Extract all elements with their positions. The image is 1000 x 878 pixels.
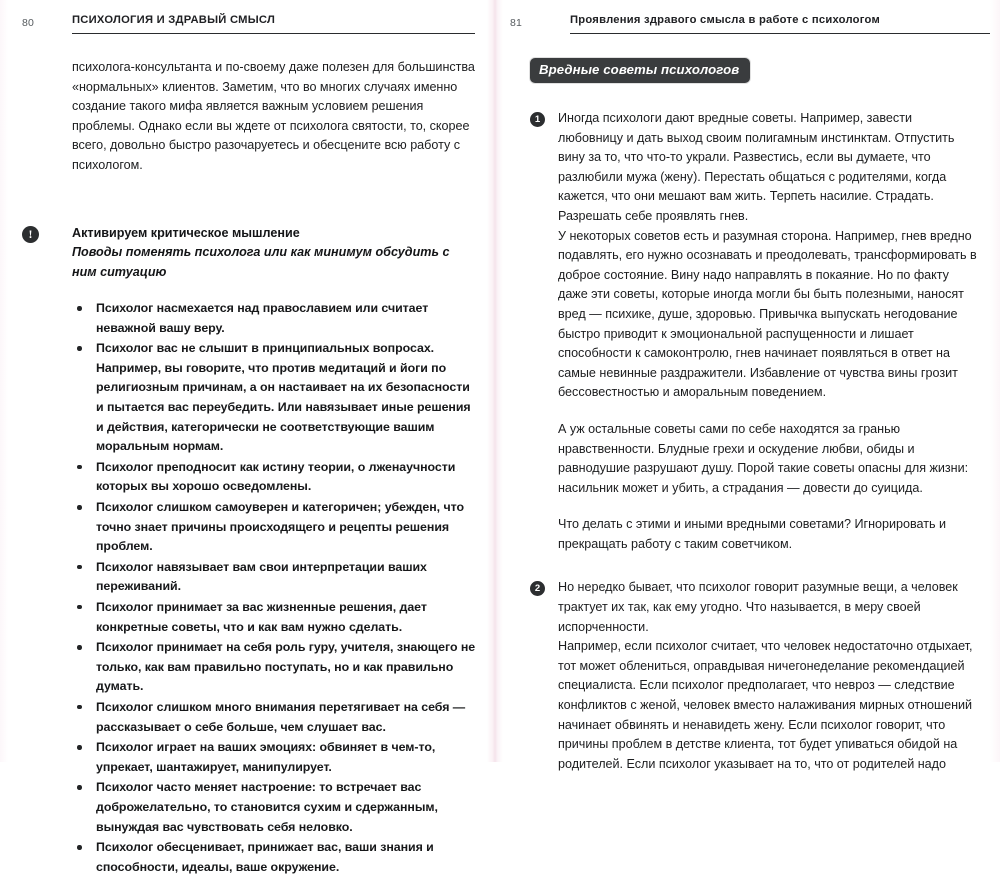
bullet-dot-icon (77, 505, 82, 510)
callout-title: Активируем критическое мышление (72, 225, 300, 240)
list-item (72, 738, 476, 777)
callout-bullet-list (72, 299, 476, 877)
list-item-text: Психолог играет на ваших эмоциях: обвиняет в чем-то, упрекает, шантажирует, манипулирует. (96, 740, 436, 774)
numbered-item-1 (534, 109, 980, 227)
list-item-text: Психолог вас не слышит в принципиальных вопросах. Например, вы говорите, что против медитаций и йоги по религиозным причинам, а он настаивает на их безопасности и пытается вас переубедить. Или навязывает иные решения и действия, категорически не соответствующие вашим моральным нормам. (96, 341, 471, 454)
bullet-dot-icon (77, 346, 82, 351)
list-item (72, 299, 476, 338)
right-running-head (500, 0, 1000, 42)
bullet-dot-icon (77, 645, 82, 650)
item-2-paragraph-2: Например, если психолог считает, что человек недостаточно отдыхает, тот может облениться, оправдывая ничегонеделание рекомендацией специалиста. Если психолог предполагает, что невроз — следствие конфликтов с женой, человек вместо налаживания мирных отношений начинает обвинять и ненавидеть жену. Если психолог говорит, что причины проблем в детстве клиента, тот будет упиваться обидой на родителей. Если психолог указывает на то, что от родителей надо (558, 639, 973, 771)
list-item (72, 698, 476, 737)
bullet-dot-icon (77, 745, 82, 750)
bullet-dot-icon (77, 785, 82, 790)
critical-thinking-callout (28, 224, 476, 878)
list-item (72, 558, 476, 597)
list-item-text: Психолог слишком много внимания перетягивает на себя — рассказывает о себе больше, чем слушает вас. (96, 699, 466, 734)
number-badge-2: 2 (530, 581, 545, 596)
left-running-head (0, 0, 500, 42)
section-heading: Вредные советы психологов (530, 58, 750, 83)
bullet-dot-icon (77, 565, 82, 570)
list-item-text: Психолог обесценивает, принижает вас, ваши знания и способности, идеалы, ваше окружение. (96, 840, 434, 874)
list-item-text: Психолог слишком самоуверен и категоричен; убежден, что точно знает причины происходящего и рецепты решения проблем. (96, 500, 464, 554)
list-item (72, 598, 476, 637)
list-item-text: Психолог преподносит как истину теории, о лженаучности которых вы хорошо осведомлены. (96, 459, 456, 494)
bullet-dot-icon (77, 306, 82, 311)
list-item-text: Психолог навязывает вам свои интерпретации ваших переживаний. (96, 559, 427, 594)
left-page (0, 0, 500, 874)
right-running-head-title: Проявления здравого смысла в работе с психологом (570, 14, 880, 26)
item-1-paragraph-4: Что делать с этими и иными вредными советами? Игнорировать и прекращать работу с таким советчиком. (558, 517, 947, 551)
left-running-head-rule (72, 33, 475, 34)
right-running-head-rule (570, 33, 990, 34)
exclamation-circle-icon: ! (22, 226, 39, 243)
item-2-paragraph-1: Но нередко бывает, что психолог говорит разумные вещи, а человек трактует их так, как ему угодно. Что называется, в меру своей испорченности. (558, 580, 958, 634)
right-text-column (530, 58, 980, 774)
callout-subtitle: Поводы поменять психолога или как минимум обсудить с ним ситуацию (72, 245, 450, 279)
list-item-text: Психолог принимает на себя роль гуру, учителя, знающего не только, как вам правильно поступать, но и как правильно думать. (96, 640, 476, 694)
item-1-paragraph-2: У некоторых советов есть и разумная сторона. Например, гнев вредно подавлять, его нужно осознавать и преодолевать, трансформировать в доброе состояние. Вину надо направлять в покаяние. Но по факту даже эти советы, которые иногда могли бы быть полезными, наносят вред — психике, душе, здоровью. Привычка выпускать негодование быстро приводит к эмоциональной распущенности и лишает способности к самоконтролю, гнев начинает появляться в ответ на самые невинные раздражители. Избавление от чувства вины грозит бессовестностью и аморальным поведением. (558, 228, 977, 400)
numbered-item-2 (534, 578, 980, 637)
left-body-paragraph: психолога-консультанта и по-своему даже полезен для большинства «нормальных» клиентов. Заметим, что во многих случаях именно создание такого мифа является важным условием решения проблемы. Однако если вы ждете от психолога святости, то, скорее всего, довольно быстро разочаруетесь и обесцените всю работу с психологом. (72, 60, 475, 172)
list-item-text: Психолог принимает за вас жизненные решения, дает конкретные советы, что и как вам нужно сделать. (96, 599, 427, 634)
section-heading-chip-wrap (530, 58, 980, 83)
item-1-paragraph-1: Иногда психологи дают вредные советы. Например, завести любовницу и дать выход своим полигамным инстинктам. Отпустить вину за то, что что-то украли. Развестись, если вы думаете, что разлюбили мужа (жену). Перестать общаться с родителями, когда кажется, что они мешают вам жить. Терпеть насилие. Страдать. Разрешать себе проявлять гнев. (558, 111, 955, 223)
item-1-continuation (558, 227, 980, 555)
list-item-text: Психолог часто меняет настроение: то встречает вас доброжелательно, то становится сухим и сдержанным, вынуждая вас чувствовать себя неловко. (96, 780, 438, 834)
left-page-number: 80 (22, 17, 35, 29)
list-item-text: Психолог насмехается над православием или считает неважной вашу веру. (96, 301, 429, 335)
item-2-continuation (558, 637, 980, 774)
item-1-paragraph-3: А уж остальные советы сами по себе находятся за гранью нравственности. Блудные грехи и оскудение любви, обиды и равнодушие разрушают душу. Порой такие советы опасны для жизни: насильник может и убить, а страдания — довести до суицида. (558, 421, 969, 495)
right-page (500, 0, 1000, 771)
bullet-dot-icon (77, 845, 82, 850)
list-item (72, 838, 476, 877)
list-item (72, 778, 476, 837)
right-page-number: 81 (510, 17, 523, 29)
left-running-head-title: ПСИХОЛОГИЯ И ЗДРАВЫЙ СМЫСЛ (72, 14, 276, 26)
list-item (72, 498, 476, 557)
bullet-dot-icon (77, 605, 82, 610)
bullet-dot-icon (77, 705, 82, 710)
list-item (72, 458, 476, 497)
number-badge-1: 1 (530, 112, 545, 127)
list-item (72, 339, 476, 457)
bullet-dot-icon (77, 465, 82, 470)
list-item (72, 638, 476, 697)
left-text-column (28, 58, 476, 878)
